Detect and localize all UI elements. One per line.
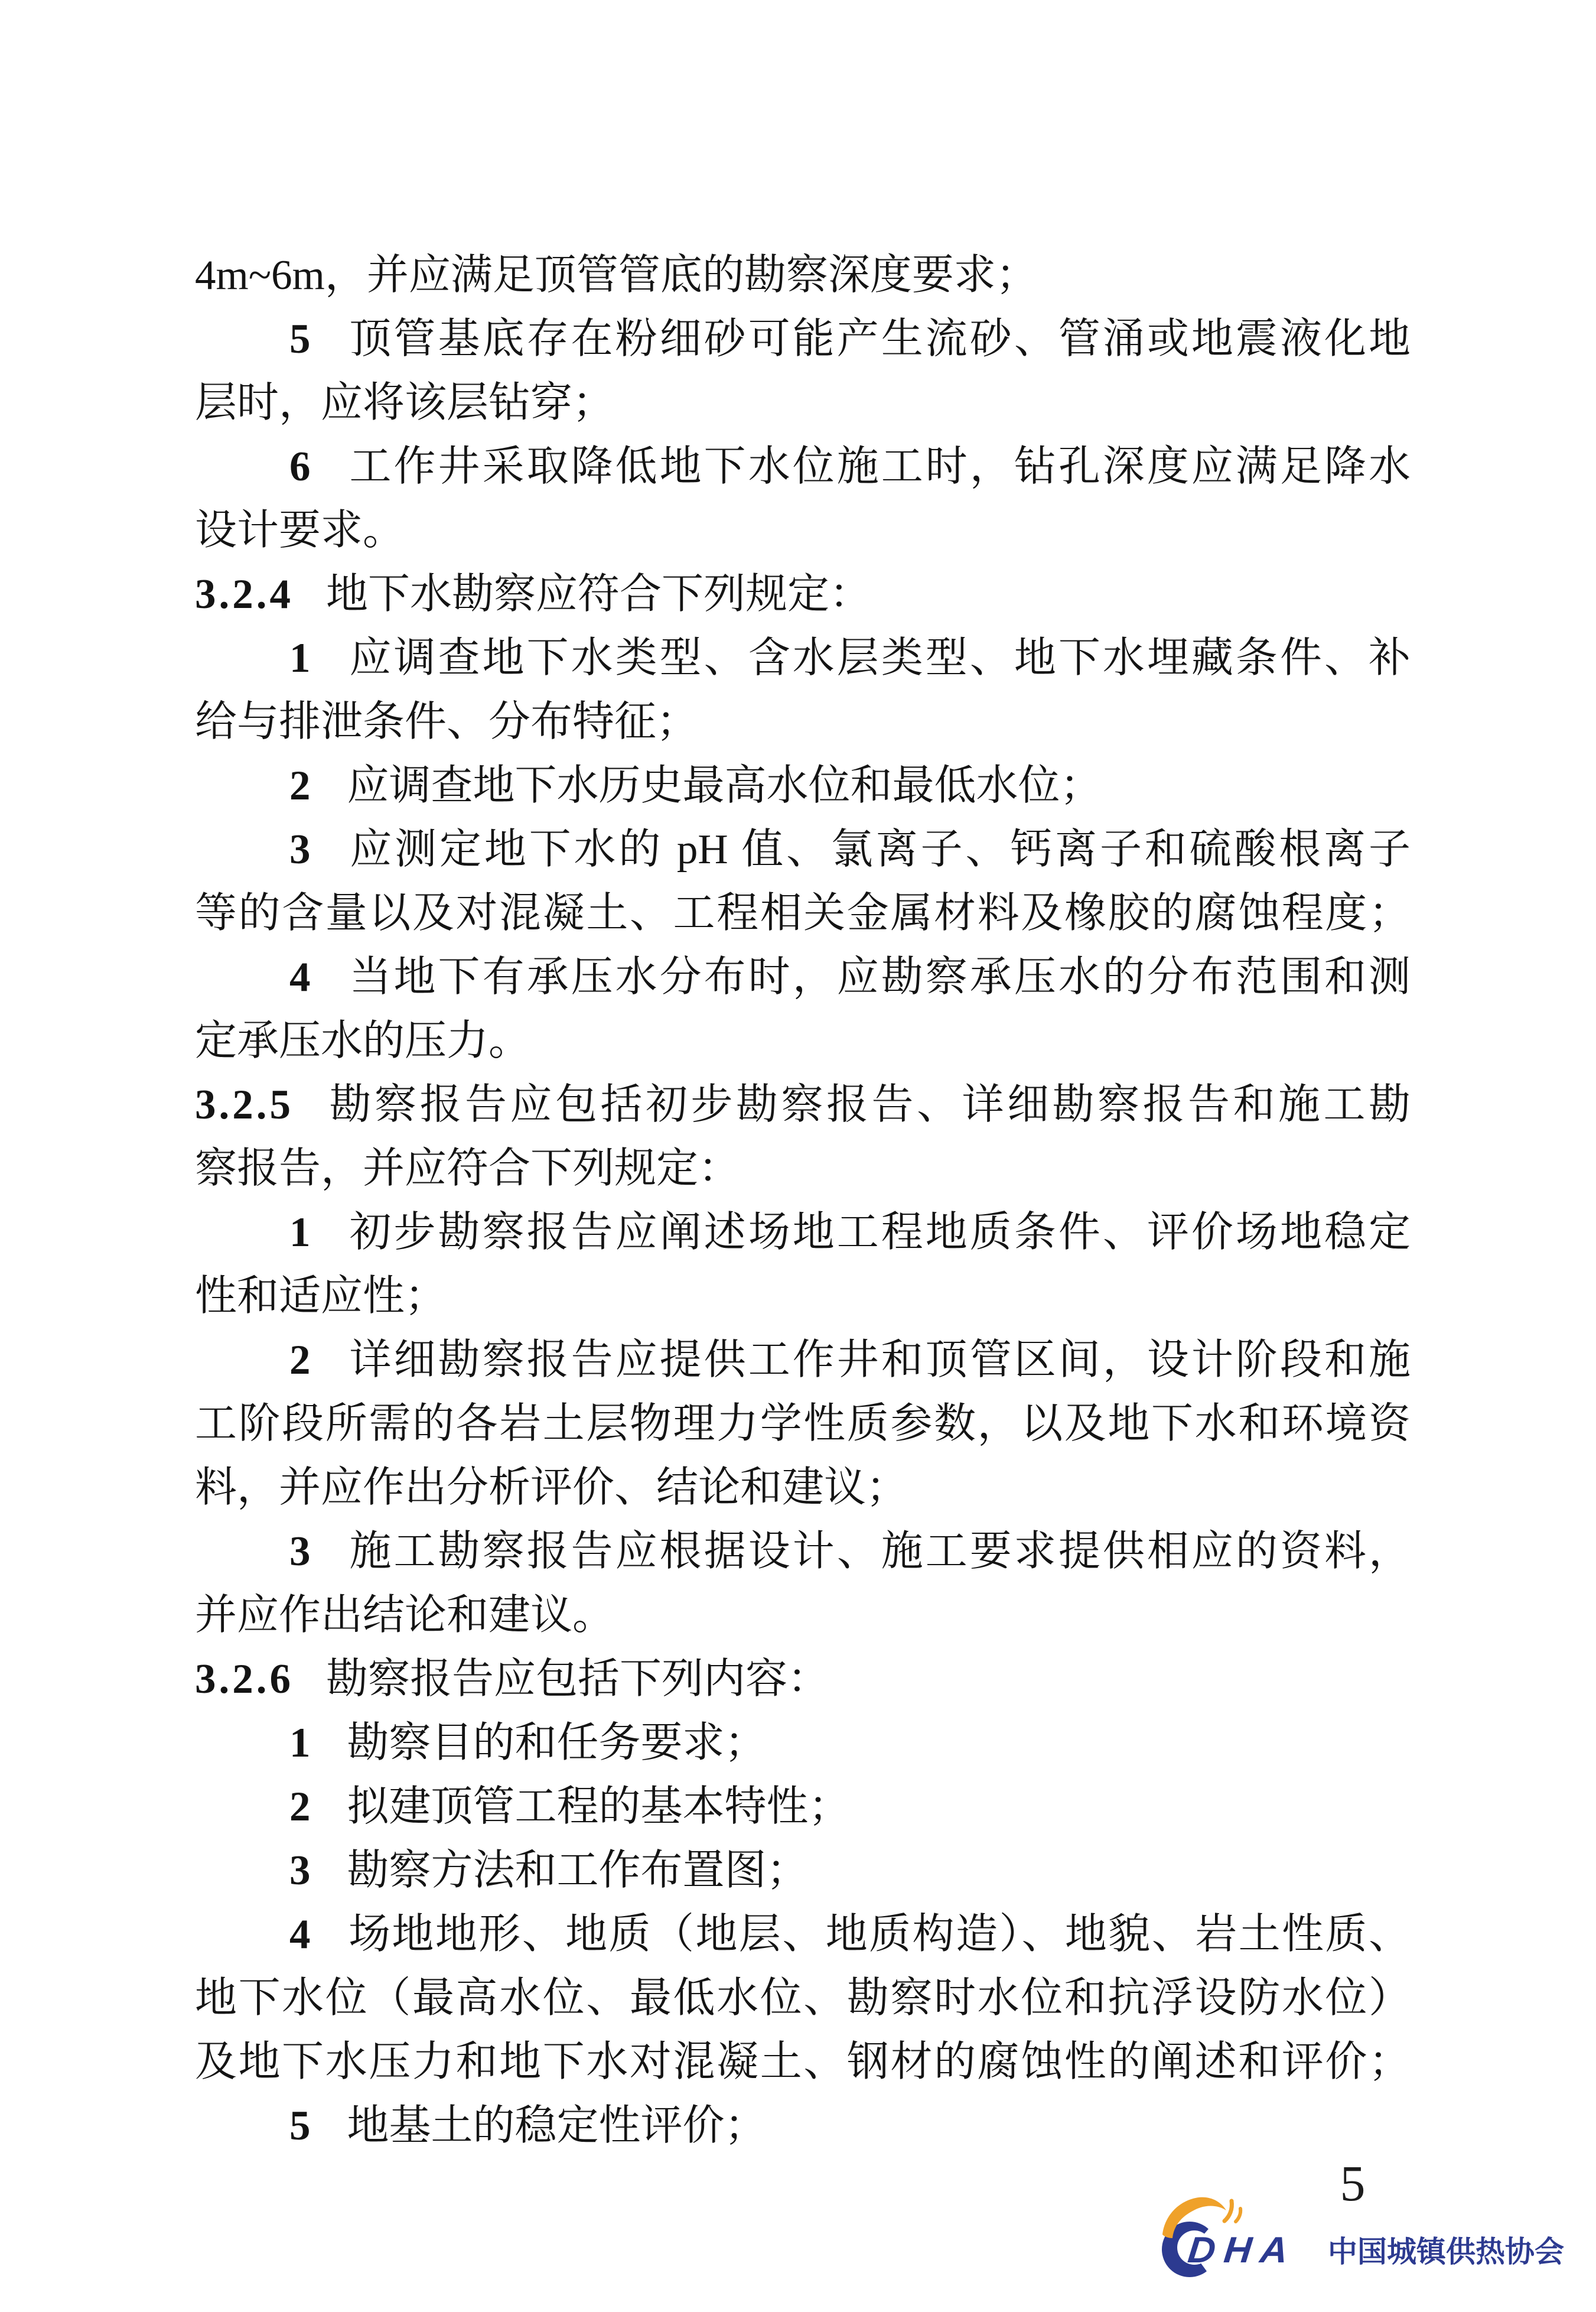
text-line [195, 1839, 1411, 1903]
clause-number: 3.2.4 [195, 571, 294, 617]
item-number: 1 [289, 1209, 311, 1256]
text-line [195, 2094, 1411, 2158]
text-line [195, 1903, 1411, 1966]
item-number: 1 [289, 635, 311, 681]
line-text: 工阶段所需的各岩土层物理力学性质参数，以及地下水和环境资 [195, 1401, 1411, 1447]
line-text: 等的含量以及对混凝土、工程相关金属材料及橡胶的腐蚀程度； [195, 890, 1411, 936]
item-number: 2 [289, 1337, 311, 1383]
line-text: 施工勘察报告应根据设计、施工要求提供相应的资料， [347, 1529, 1411, 1575]
line-text: 勘察报告应包括初步勘察报告、详细勘察报告和施工勘 [326, 1082, 1411, 1128]
line-text: 场地地形、地质（地层、地质构造）、地貌、岩土性质、 [347, 1911, 1411, 1957]
line-text: 地基土的稳定性评价； [347, 2103, 767, 2149]
line-text: 初步勘察报告应阐述场地工程地质条件、评价场地稳定 [347, 1209, 1411, 1256]
text-line [195, 1137, 1411, 1201]
text-line [195, 1328, 1411, 1392]
clause-number: 3.2.6 [195, 1656, 294, 1702]
line-text: 拟建顶管工程的基本特性； [347, 1784, 851, 1830]
line-text: 定承压水的压力。 [195, 1018, 531, 1064]
item-number: 5 [289, 2103, 311, 2149]
line-text: 料，并应作出分析评价、结论和建议； [195, 1465, 908, 1511]
text-line [195, 1711, 1411, 1775]
text-line [195, 243, 1411, 307]
line-text: 应调查地下水历史最高水位和最低水位； [347, 763, 1102, 809]
text-line [195, 1647, 1411, 1711]
text-line [195, 882, 1411, 945]
line-text: 及地下水压力和地下水对混凝土、钢材的腐蚀性的阐述和评价； [195, 2039, 1411, 2085]
item-number: 3 [289, 1529, 311, 1575]
text-line [195, 1073, 1411, 1137]
item-number: 2 [289, 763, 311, 809]
item-number: 2 [289, 1784, 311, 1830]
text-line [195, 1009, 1411, 1073]
text-line [195, 1583, 1411, 1647]
line-text: 设计要求。 [195, 508, 405, 554]
text-line [195, 690, 1411, 754]
item-number: 6 [289, 444, 311, 490]
line-text: 顶管基底存在粉细砂可能产生流砂、管涌或地震液化地 [347, 316, 1411, 362]
line-text: 工作井采取降低地下水位施工时，钻孔深度应满足降水 [347, 444, 1411, 490]
logo-name: 中国城镇供热协会 [1328, 2235, 1564, 2268]
line-text: 地下水勘察应符合下列规定： [326, 571, 872, 617]
page-number: 5 [1340, 2155, 1366, 2212]
cdha-logo [1160, 2193, 1574, 2288]
line-text: 并应作出结论和建议。 [195, 1592, 615, 1638]
text-line [195, 499, 1411, 562]
text-line [195, 818, 1411, 882]
text-line [195, 371, 1411, 435]
line-text: 性和适应性； [195, 1273, 447, 1319]
line-text: 给与排泄条件、分布特征； [195, 699, 699, 745]
text-line [195, 1456, 1411, 1520]
line-text: 4m~6m，并应满足顶管管底的勘察深度要求； [195, 252, 1038, 298]
text-line [195, 1966, 1411, 2030]
item-number: 5 [289, 316, 311, 362]
clause-number: 3.2.5 [195, 1082, 294, 1128]
line-text: 应调查地下水类型、含水层类型、地下水埋藏条件、补 [347, 635, 1411, 681]
text-line [195, 307, 1411, 371]
line-text: 层时，应将该层钻穿； [195, 380, 615, 426]
line-text: 察报告，并应符合下列规定： [195, 1146, 741, 1192]
line-text: 详细勘察报告应提供工作井和顶管区间，设计阶段和施 [347, 1337, 1411, 1383]
item-number: 4 [289, 1911, 311, 1957]
item-number: 1 [289, 1720, 311, 1766]
text-line [195, 562, 1411, 626]
line-text: 应测定地下水的 pH 值、氯离子、钙离子和硫酸根离子 [347, 827, 1411, 873]
text-line [195, 626, 1411, 690]
line-text: 勘察方法和工作布置图； [347, 1848, 809, 1894]
text-line [195, 1264, 1411, 1328]
item-number: 3 [289, 1848, 311, 1894]
line-text: 当地下有承压水分布时，应勘察承压水的分布范围和测 [347, 954, 1411, 1000]
item-number: 4 [289, 954, 311, 1000]
logo-abbr: DHA [1185, 2230, 1299, 2271]
text-line [195, 1775, 1411, 1839]
text-line [195, 1520, 1411, 1583]
item-number: 3 [289, 827, 311, 873]
text-line [195, 1392, 1411, 1456]
line-text: 勘察报告应包括下列内容： [326, 1656, 830, 1702]
line-text: 勘察目的和任务要求； [347, 1720, 767, 1766]
text-line [195, 754, 1411, 818]
text-line [195, 1201, 1411, 1264]
body-text [195, 243, 1411, 2158]
text-line [195, 2030, 1411, 2094]
text-line [195, 945, 1411, 1009]
line-text: 地下水位（最高水位、最低水位、勘察时水位和抗浮设防水位） [195, 1975, 1411, 2021]
text-line [195, 435, 1411, 499]
